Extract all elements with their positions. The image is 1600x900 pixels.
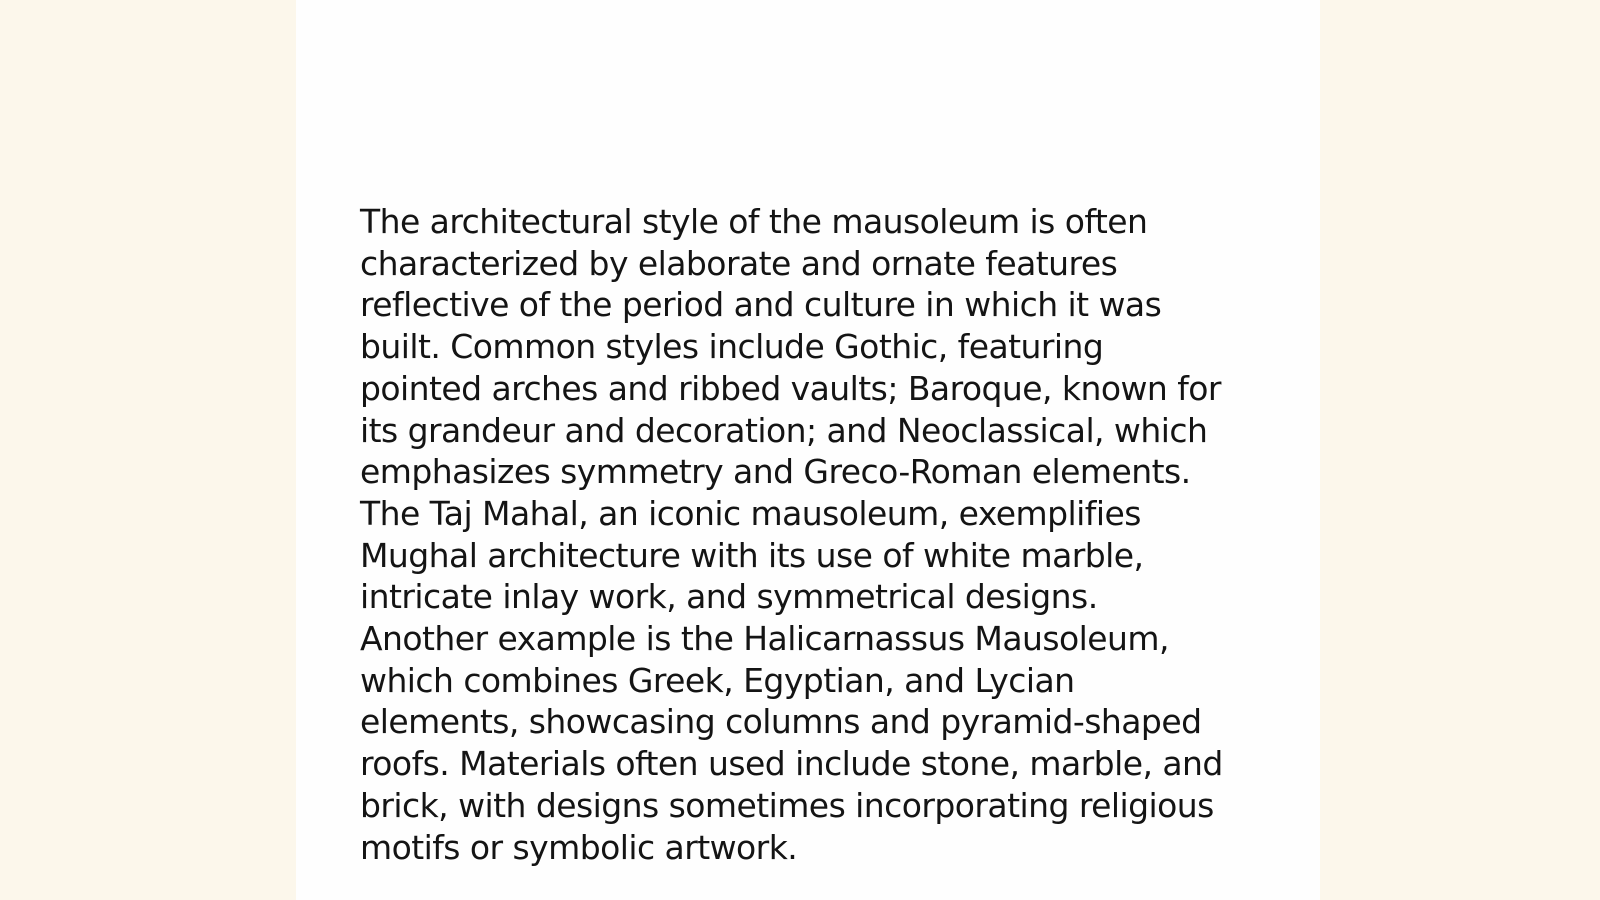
paragraph-line-3: reflective of the period and culture in which it was <box>360 285 1162 325</box>
paragraph-line-8: The Taj Mahal, an iconic mausoleum, exemplifies <box>360 493 1141 533</box>
document-paragraph <box>360 201 1260 868</box>
paragraph-line-5: pointed arches and ribbed vaults; Baroque, known for <box>360 368 1221 408</box>
document-page <box>296 0 1320 900</box>
paragraph-line-16: motifs or symbolic artwork. <box>360 827 798 867</box>
paragraph-line-1: The architectural style of the mausoleum is often <box>360 202 1148 241</box>
paragraph-line-2: characterized by elaborate and ornate features <box>360 243 1118 283</box>
paragraph-line-6: its grandeur and decoration; and Neoclassical, which <box>360 410 1208 450</box>
paragraph-line-13: elements, showcasing columns and pyramid-shaped <box>360 702 1202 742</box>
paragraph-line-14: roofs. Materials often used include stone, marble, and <box>360 744 1223 784</box>
paragraph-line-4: built. Common styles include Gothic, featuring <box>360 327 1104 367</box>
paragraph-line-15: brick, with designs sometimes incorporating religious <box>360 785 1214 825</box>
paragraph-line-7: emphasizes symmetry and Greco-Roman elements. <box>360 452 1191 492</box>
paragraph-line-12: which combines Greek, Egyptian, and Lycian <box>360 660 1075 700</box>
paragraph-line-10: intricate inlay work, and symmetrical designs. <box>360 577 1098 617</box>
paragraph-line-9: Mughal architecture with its use of white marble, <box>360 535 1144 575</box>
paragraph-line-11: Another example is the Halicarnassus Mausoleum, <box>360 619 1169 659</box>
